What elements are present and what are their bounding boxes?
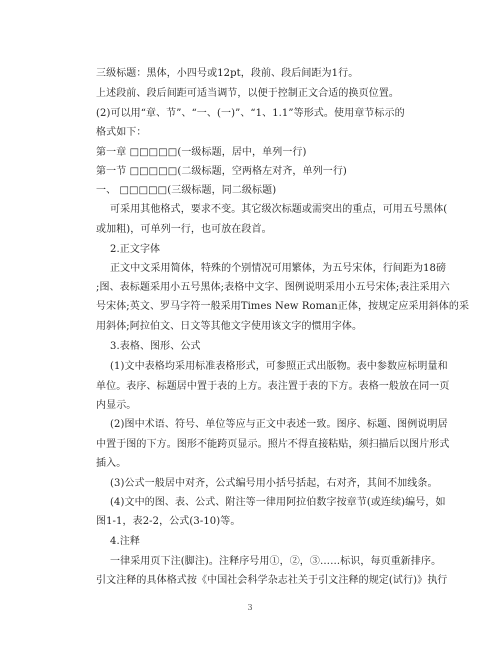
notes-line-2: 引文注释的具体格式按《中国社会科学杂志社关于引文注释的规定(试行)》执行 <box>96 575 448 586</box>
spacing-adjust-line: 上述段前、段后间距可适当调节，以便于控制正文合适的换页位置。 <box>96 88 399 99</box>
section-heading-notes: 4.注释 <box>110 536 140 547</box>
numbering-line-1: (4)文中的图、表、公式、附注等一律用阿拉伯数字按章节(或连续)编号，如 <box>110 497 446 508</box>
section-heading-tables: 3.表格、图形、公式 <box>110 341 201 352</box>
chapter-format-line: (2)可以用“章、节”、“一、(一)”、“1、1.1”等形式。使用章节标示的 <box>96 108 405 119</box>
heading3-spec-line: 三级标题：黑体，小四号或12pt，段前、段后间距为1行。 <box>96 68 359 79</box>
formula-line: (3)公式一般居中对齐，公式编号用小括号括起，右对齐，其间不加线条。 <box>110 478 438 489</box>
figures-line-2: 中置于图的下方。图形不能跨页显示。照片不得直接粘贴，须扫描后以图片形式 <box>96 439 450 450</box>
level3-example-line: 一、 □□□□□(三级标题，同二级标题) <box>96 185 277 196</box>
level2-example-line: 第一节 □□□□□(二级标题，空两格左对齐，单列一行) <box>96 166 347 177</box>
body-font-line-3: 号宋体;英文、罗马字符一般采用Times New Roman正体，按规定应采用斜体的采 <box>96 301 470 312</box>
format-intro-line: 格式如下： <box>96 127 147 138</box>
notes-line-1: 一律采用页下注(脚注)。注释序号用①，②，③……标识，每页重新排序。 <box>110 556 442 567</box>
body-font-line-1: 正文中文采用简体，特殊的个别情况可用繁体，为五号宋体，行间距为18磅 <box>110 263 447 274</box>
numbering-line-2: 图1-1，表2-2，公式(3-10)等。 <box>96 516 241 527</box>
body-font-line-2: ;图、表标题采用小五号黑体;表格中文字、图例说明采用小五号宋体;表注采用六 <box>96 282 450 293</box>
tables-line-3: 内显示。 <box>96 400 137 411</box>
other-format-continued-line: 或加粗)，可单列一行，也可放在段首。 <box>96 224 272 235</box>
body-font-line-4: 用斜体;阿拉伯文、日文等其他文字使用该文字的惯用字体。 <box>96 321 363 332</box>
figures-line-3: 插入。 <box>96 458 127 469</box>
tables-line-2: 单位。表序、标题居中置于表的上方。表注置于表的下方。表格一般放在同一页 <box>96 381 450 392</box>
page-number: 3 <box>247 603 253 612</box>
section-heading-body-font: 2.正文字体 <box>110 244 161 255</box>
other-format-line: 可采用其他格式，要求不变。其它级次标题或需突出的重点，可用五号黑体( <box>110 204 448 215</box>
figures-line-1: (2)图中术语、符号、单位等应与正文中表述一致。图序、标题、图例说明居 <box>110 419 448 430</box>
tables-line-1: (1)文中表格均采用标准表格形式，可参照正式出版物。表中参数应标明量和 <box>110 361 448 372</box>
level1-example-line: 第一章 □□□□□(一级标题，居中，单列一行) <box>96 147 307 158</box>
